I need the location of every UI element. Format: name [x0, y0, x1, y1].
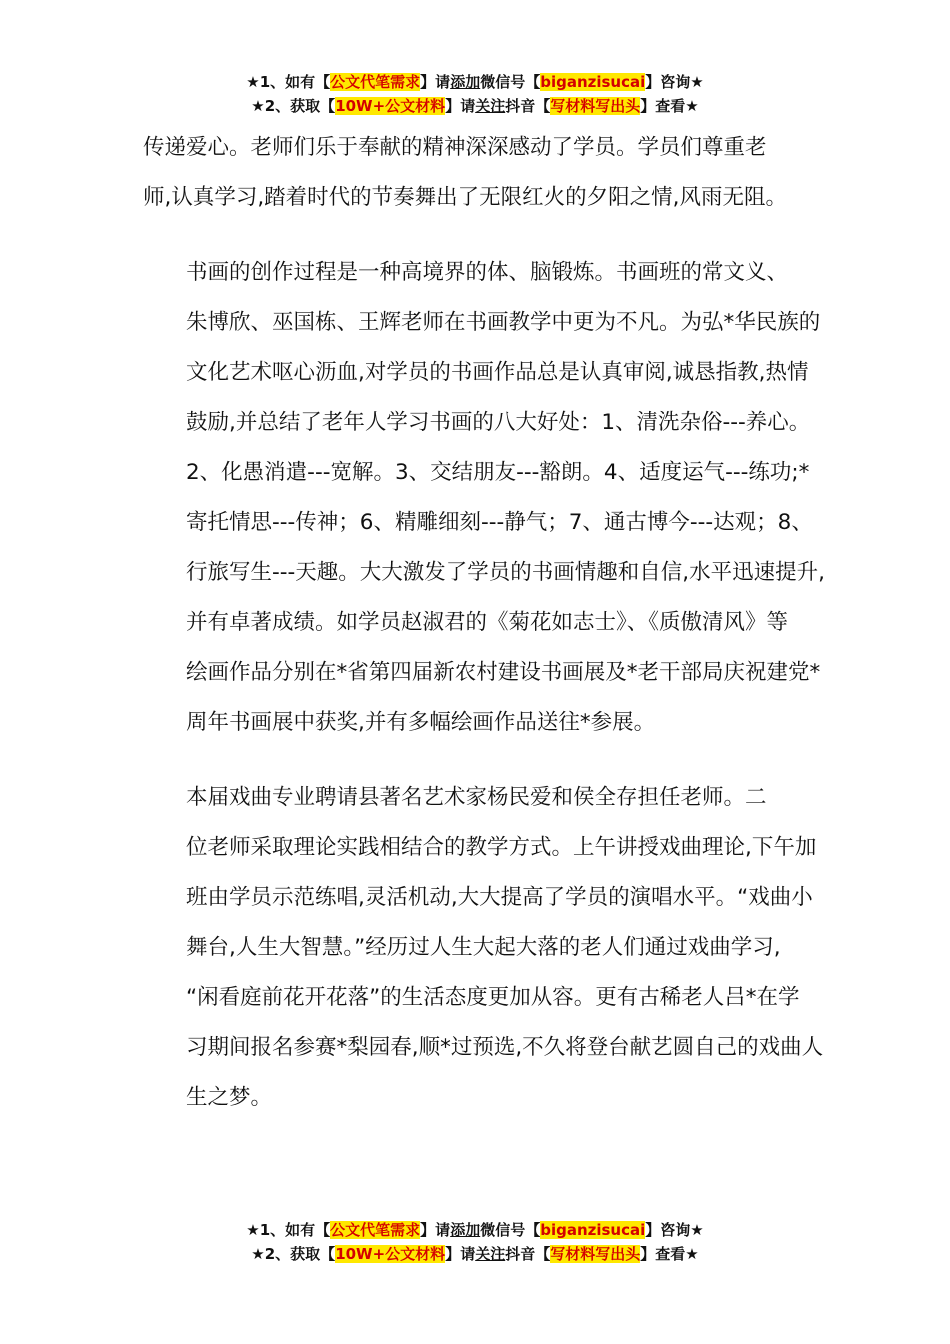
banner-text: 】请	[445, 1245, 476, 1263]
banner-text: 微信号【	[480, 73, 541, 91]
banner-text: ★2、获取【	[251, 1245, 336, 1263]
document-body	[143, 123, 833, 1148]
banner-text: 】请	[445, 97, 476, 115]
text-line: 并有卓著成绩。如学员赵淑君的《菊花如志士》、《质傲清风》等	[186, 610, 789, 635]
text-line: 生之梦。	[186, 1085, 273, 1110]
text-line: 绘画作品分别在*省第四届新农村建设书画展及*老干部局庆祝建党*	[186, 660, 821, 685]
header-banner	[0, 70, 950, 118]
text-line: 周年书画展中获奖,并有多幅绘画作品送往*参展。	[186, 710, 656, 735]
banner-text: 微信号【	[480, 1221, 541, 1239]
text-line: 舞台,人生大智慧。”经历过人生大起大落的老人们通过戏曲学习,	[186, 935, 781, 960]
text-line: 2、化愚消遣---宽解。3、交结朋友---豁朗。4、适度运气---练功;*	[186, 460, 810, 485]
paragraph	[143, 773, 833, 1123]
paragraph	[143, 123, 833, 223]
text-line: 书画的创作过程是一种高境界的体、脑锻炼。书画班的常文义、	[186, 260, 789, 285]
text-line: 行旅写生---天趣。大大激发了学员的书画情趣和自信,水平迅速提升,	[186, 560, 825, 585]
banner-text: 】请	[420, 73, 451, 91]
banner-text: 】咨询★	[645, 73, 704, 91]
banner-text: 】咨询★	[645, 1221, 704, 1239]
banner-highlight: biganzisucai	[540, 1221, 646, 1239]
banner-highlight: 公文代笔需求	[330, 1221, 421, 1239]
banner-text: 】查看★	[640, 1245, 699, 1263]
banner-text: ★1、如有【	[246, 1221, 331, 1239]
banner-text: 抖音【	[505, 97, 551, 115]
text-line: 朱博欣、巫国栋、王辉老师在书画教学中更为不凡。为弘*华民族的	[186, 310, 821, 335]
banner-text: ★2、获取【	[251, 97, 336, 115]
banner-underline: 添加	[450, 1221, 481, 1239]
banner-highlight: 写材料写出头	[550, 1245, 641, 1263]
banner-underline: 关注	[475, 1245, 506, 1263]
banner-highlight: 写材料写出头	[550, 97, 641, 115]
banner-underline: 关注	[475, 97, 506, 115]
text-line: 鼓励,并总结了老年人学习书画的八大好处：1、清洗杂俗---养心。	[186, 410, 811, 435]
text-line: 本届戏曲专业聘请县著名艺术家杨民爱和侯全存担任老师。二	[186, 785, 767, 810]
banner-highlight: 10W+公文材料	[335, 97, 446, 115]
text-line: 位老师采取理论实践相结合的教学方式。上午讲授戏曲理论,下午加	[186, 835, 817, 860]
banner-line-2	[0, 1242, 950, 1266]
banner-line-2	[0, 94, 950, 118]
banner-highlight: 公文代笔需求	[330, 73, 421, 91]
text-line: 班由学员示范练唱,灵活机动,大大提高了学员的演唱水平。“戏曲小	[186, 885, 813, 910]
paragraph	[143, 248, 833, 748]
banner-text: 】请	[420, 1221, 451, 1239]
banner-highlight: 10W+公文材料	[335, 1245, 446, 1263]
banner-text: 】查看★	[640, 97, 699, 115]
text-line: 师,认真学习,踏着时代的节奏舞出了无限红火的夕阳之情,风雨无阻。	[143, 185, 788, 210]
banner-text: ★1、如有【	[246, 73, 331, 91]
banner-underline: 添加	[450, 73, 481, 91]
banner-text: 抖音【	[505, 1245, 551, 1263]
banner-line-1	[0, 1218, 950, 1242]
footer-banner	[0, 1218, 950, 1266]
text-line: 寄托情思---传神；6、精雕细刻---静气；7、通古博今---达观；8、	[186, 510, 813, 535]
banner-highlight: biganzisucai	[540, 73, 646, 91]
banner-line-1	[0, 70, 950, 94]
text-line: 传递爱心。老师们乐于奉献的精神深深感动了学员。学员们尊重老	[143, 135, 767, 160]
text-line: 文化艺术呕心沥血,对学员的书画作品总是认真审阅,诚恳指教,热情	[186, 360, 809, 385]
text-line: “闲看庭前花开花落”的生活态度更加从容。更有古稀老人吕*在学	[186, 985, 800, 1010]
text-line: 习期间报名参赛*梨园春,顺*过预选,不久将登台献艺圆自己的戏曲人	[186, 1035, 824, 1060]
